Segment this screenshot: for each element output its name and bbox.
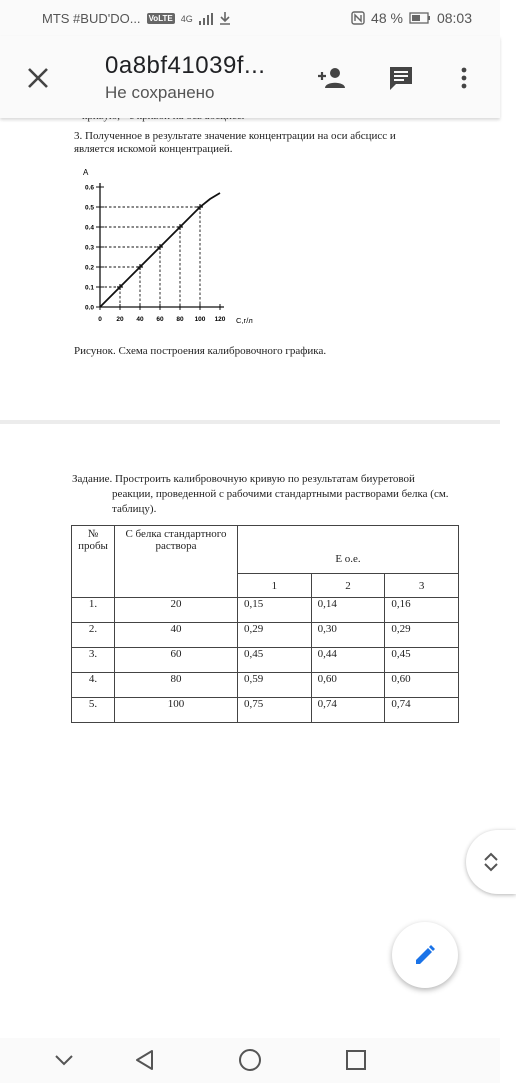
home-circle-icon bbox=[238, 1048, 262, 1072]
cell-conc: 80 bbox=[115, 673, 238, 698]
cell-e2: 0,60 bbox=[311, 673, 385, 698]
cell-e3: 0,29 bbox=[385, 623, 459, 648]
cell-e2: 0,74 bbox=[311, 698, 385, 723]
subheader-2: 2 bbox=[311, 574, 385, 598]
cell-no: 1. bbox=[72, 598, 115, 623]
carrier-label: MTS #BUD'DO... bbox=[42, 11, 141, 26]
y-tick-label: 0.6 bbox=[84, 184, 94, 192]
cell-conc: 60 bbox=[115, 648, 238, 673]
chevron-down-icon bbox=[484, 863, 498, 871]
table-row bbox=[72, 673, 459, 698]
header-concentration: С белка стандартного раствора bbox=[115, 526, 238, 598]
x-tick-label: 0 bbox=[98, 316, 102, 323]
more-options-button[interactable] bbox=[452, 62, 476, 94]
cell-e1: 0,29 bbox=[238, 623, 312, 648]
chevron-down-icon bbox=[54, 1054, 74, 1066]
pencil-icon bbox=[413, 943, 437, 967]
document-view[interactable] bbox=[0, 118, 500, 1038]
chevron-up-icon bbox=[484, 853, 498, 861]
cell-e1: 0,15 bbox=[238, 598, 312, 623]
cell-conc: 20 bbox=[115, 598, 238, 623]
nav-hide-button[interactable] bbox=[50, 1048, 78, 1072]
x-tick-label: 100 bbox=[194, 316, 206, 323]
x-tick-label: 20 bbox=[116, 316, 124, 323]
step-3-paragraph: 3. Полученное в результате значение концентрации на оси абсцисс и является искомой концентрацией. bbox=[74, 130, 396, 155]
comments-button[interactable] bbox=[385, 62, 417, 94]
cell-conc: 40 bbox=[115, 623, 238, 648]
clock: 08:03 bbox=[436, 10, 472, 26]
nav-home-button[interactable] bbox=[236, 1046, 264, 1074]
share-button[interactable] bbox=[314, 62, 350, 94]
subheader-1: 1 bbox=[238, 574, 312, 598]
recents-square-icon bbox=[345, 1049, 367, 1071]
nav-back-button[interactable] bbox=[130, 1046, 158, 1074]
task-paragraph bbox=[72, 472, 458, 517]
edit-fab[interactable] bbox=[392, 922, 458, 988]
cell-e3: 0,16 bbox=[385, 598, 459, 623]
table-row bbox=[72, 623, 459, 648]
close-button[interactable] bbox=[22, 62, 54, 94]
y-tick-label: 0.0 bbox=[84, 304, 94, 312]
app-bar bbox=[0, 36, 500, 118]
cell-e3: 0,60 bbox=[385, 673, 459, 698]
document-title: 0a8bf41039f... bbox=[105, 52, 266, 79]
battery-icon bbox=[409, 12, 431, 24]
x-tick-label: 120 bbox=[214, 316, 226, 323]
battery-percent: 48 % bbox=[371, 10, 403, 26]
status-bar bbox=[0, 0, 500, 36]
y-tick-label: 0.4 bbox=[84, 224, 94, 232]
table-row bbox=[72, 648, 459, 673]
cell-e2: 0,30 bbox=[311, 623, 385, 648]
download-icon bbox=[219, 12, 231, 25]
back-triangle-icon bbox=[134, 1049, 154, 1071]
task-line-3: таблицу). bbox=[112, 503, 157, 515]
cell-no: 2. bbox=[72, 623, 115, 648]
nav-recents-button[interactable] bbox=[342, 1046, 370, 1074]
add-person-icon bbox=[316, 66, 348, 90]
document-page bbox=[0, 118, 500, 420]
more-vert-icon bbox=[461, 67, 467, 89]
task-line-1: Задание. Простроить калибровочную кривую по результатам биуретовой bbox=[72, 473, 415, 485]
y-tick-label: 0.5 bbox=[84, 204, 94, 212]
cell-e1: 0,59 bbox=[238, 673, 312, 698]
figure-caption: Рисунок. Схема построения калибровочного графика. bbox=[74, 345, 327, 357]
y-tick-label: 0.1 bbox=[84, 284, 94, 292]
cell-e2: 0,14 bbox=[311, 598, 385, 623]
cell-e3: 0,45 bbox=[385, 648, 459, 673]
signal-icon bbox=[199, 13, 213, 25]
cell-no: 3. bbox=[72, 648, 115, 673]
x-tick-label: 40 bbox=[136, 316, 144, 323]
volte-badge: VoLTE bbox=[148, 14, 173, 23]
y-tick-label: 0.3 bbox=[84, 244, 94, 252]
chart-y-label: A bbox=[83, 168, 89, 177]
system-nav-bar bbox=[0, 1038, 500, 1083]
cell-conc: 100 bbox=[115, 698, 238, 723]
chart-x-label: С,г/л bbox=[236, 316, 253, 325]
calibration-chart bbox=[70, 166, 290, 331]
data-table bbox=[71, 525, 459, 723]
table-row bbox=[72, 698, 459, 723]
task-line-2: реакции, проведенной с рабочими стандартными растворами белка (см. bbox=[112, 488, 449, 500]
close-icon bbox=[27, 67, 49, 89]
table-row bbox=[72, 598, 459, 623]
header-absorbance: Е о.е. bbox=[238, 526, 459, 574]
x-tick-label: 60 bbox=[156, 316, 164, 323]
cell-no: 4. bbox=[72, 673, 115, 698]
cell-e2: 0,44 bbox=[311, 648, 385, 673]
cell-e1: 0,75 bbox=[238, 698, 312, 723]
table-header-row bbox=[72, 526, 459, 574]
y-tick-label: 0.2 bbox=[84, 264, 94, 272]
cell-e1: 0,45 bbox=[238, 648, 312, 673]
header-sample-no: № пробы bbox=[72, 526, 115, 598]
cell-e3: 0,74 bbox=[385, 698, 459, 723]
comment-icon bbox=[388, 65, 414, 91]
x-tick-label: 80 bbox=[176, 316, 184, 323]
save-status: Не сохранено bbox=[105, 83, 215, 102]
nfc-icon bbox=[351, 11, 365, 25]
subheader-3: 3 bbox=[385, 574, 459, 598]
cell-no: 5. bbox=[72, 698, 115, 723]
network-type: 4G bbox=[180, 13, 193, 24]
